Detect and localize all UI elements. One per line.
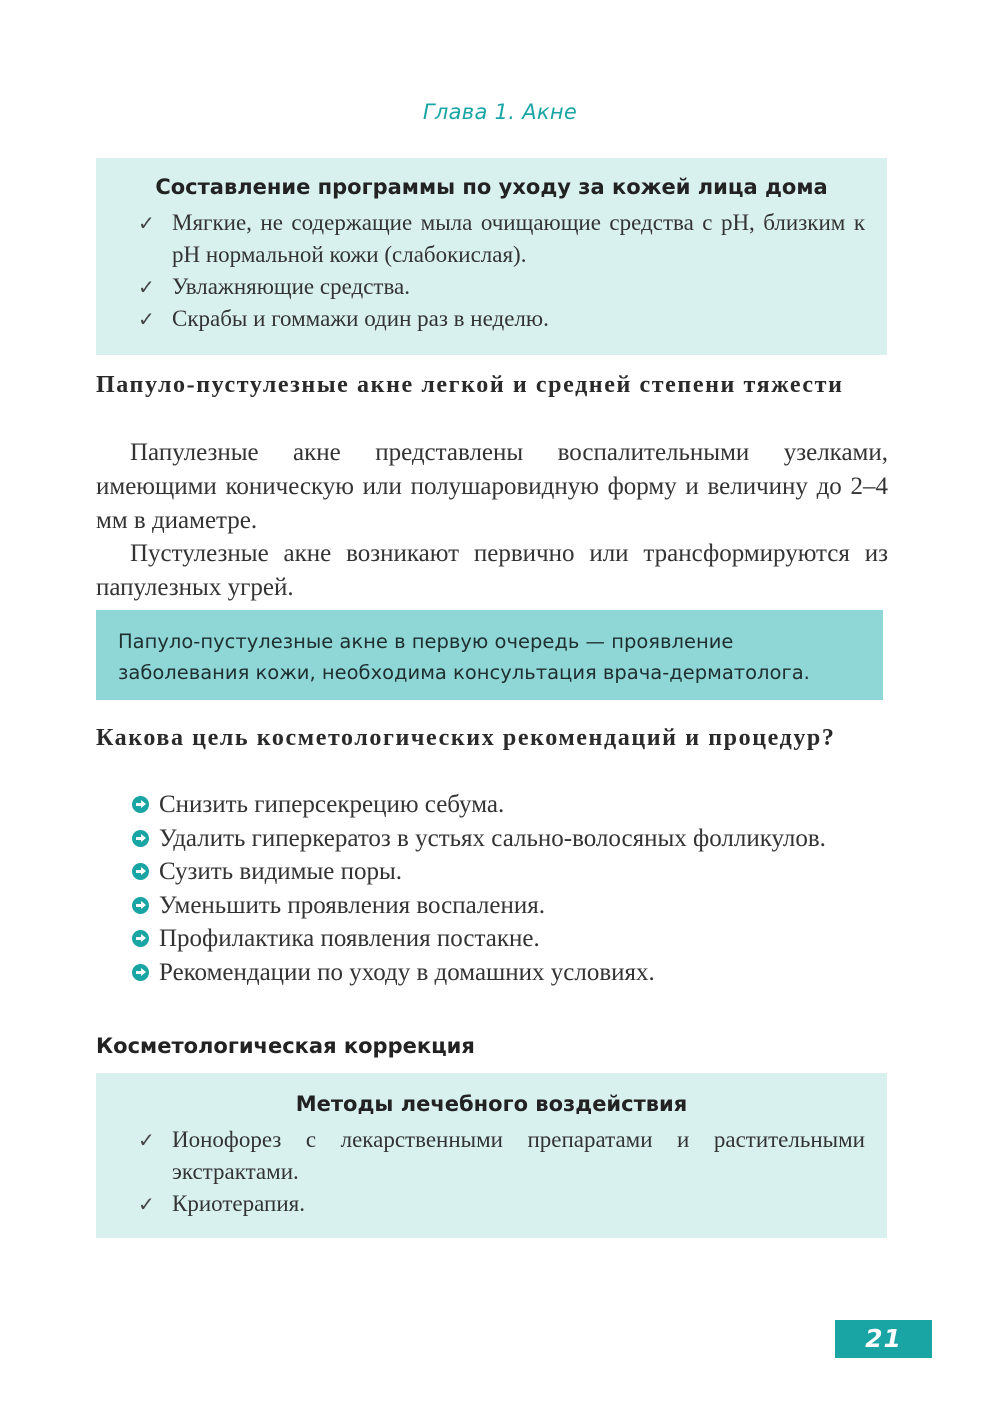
home-care-box-title: Составление программы по уходу за кожей лица дома [155, 175, 828, 199]
chapter-header: Глава 1. Акне [422, 100, 578, 124]
list-item: ✓ Скрабы и гоммажи один раз в неделю. [96, 303, 887, 335]
page-number: 21 [835, 1320, 932, 1358]
list-item: Снизить гиперсекрецию себума. [96, 788, 888, 822]
list-item: ✓ Мягкие, не содержащие мыла очищающие средства с pH, близким к pH нормальной кожи (слабокислая). [96, 207, 887, 271]
list-item: Сузить видимые поры. [96, 855, 888, 889]
arrow-right-icon [132, 796, 149, 813]
check-icon: ✓ [138, 211, 155, 235]
goals-heading: Какова цель косметологических рекомендаций и процедур? [96, 725, 836, 751]
check-icon: ✓ [138, 1192, 155, 1216]
list-item: ✓ Ионофорез с лекарственными препаратами и растительными экстрактами. [96, 1124, 887, 1188]
home-care-list [96, 207, 887, 335]
papulo-paragraph-1: Папулезные акне представлены воспалительными узелками, имеющими коническую или полушаровидную форму и величину до 2–4 мм в диаметре. [96, 439, 888, 534]
arrow-right-icon [132, 964, 149, 981]
list-item: Удалить гиперкератоз в устьях сально-волосяных фолликулов. [96, 822, 888, 856]
arrow-right-icon [132, 830, 149, 847]
arrow-right-icon [132, 897, 149, 914]
papulo-paragraph-2: Пустулезные акне возникают первично или трансформируются из папулезных угрей. [96, 540, 888, 601]
methods-list [96, 1124, 887, 1220]
list-item: ✓ Криотерапия. [96, 1188, 887, 1220]
list-item: ✓ Увлажняющие средства. [96, 271, 887, 303]
papulo-heading: Папуло-пустулезные акне легкой и средней степени тяжести [96, 372, 844, 398]
arrow-right-icon [132, 863, 149, 880]
methods-box [96, 1073, 887, 1238]
check-icon: ✓ [138, 1128, 155, 1152]
arrow-right-icon [132, 930, 149, 947]
check-icon: ✓ [138, 275, 155, 299]
home-care-box [96, 158, 887, 355]
goals-list [96, 788, 888, 989]
methods-box-title: Методы лечебного воздействия [295, 1092, 688, 1116]
check-icon: ✓ [138, 307, 155, 331]
list-item: Уменьшить проявления воспаления. [96, 889, 888, 923]
list-item: Рекомендации по уходу в домашних условиях. [96, 956, 888, 990]
list-item: Профилактика появления постакне. [96, 922, 888, 956]
correction-heading: Косметологическая коррекция [96, 1034, 475, 1058]
dermatologist-note: Папуло-пустулезные акне в первую очередь — проявление заболевания кожи, необходима консультация врача-дерматолога. [96, 610, 883, 700]
